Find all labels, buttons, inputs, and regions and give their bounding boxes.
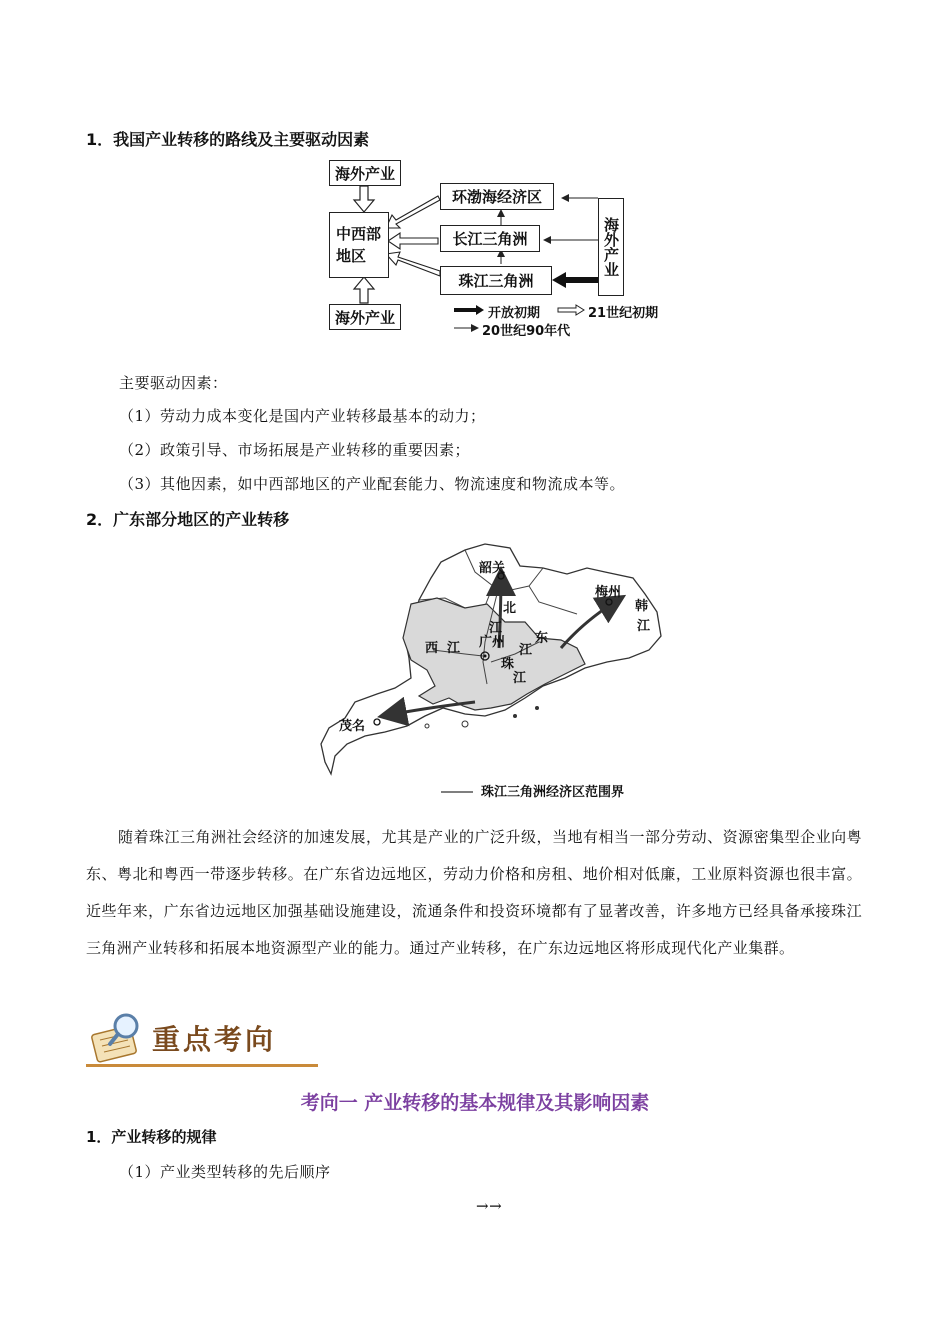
legend-90s: 20世纪90年代 [482, 324, 571, 339]
box-overseas-top: 海外产业 [329, 160, 401, 186]
rule-arrows: →→ [476, 1197, 503, 1215]
body-paragraph: 随着珠江三角洲社会经济的加速发展，尤其是产业的广泛升级，当地有相当一部分劳动、资源密集型企业向粤东、粤北和粤西一带逐步转移。在广东省边远地区，劳动力价格和房租、地价相对低廉，工业原料资源也很丰富。近些年来，广东省边远地区加强基础设施建设，流通条件和投资环境都有了显著改善，许多地方已经具备承接珠江三角洲产业转移和拓展本地资源型产业的能力。通过产业转移，在广东边远地区将形成现代化产业集群。 [86, 828, 862, 957]
label-han: 韩 [635, 599, 649, 614]
box-central-west: 中西部地区 [329, 212, 389, 278]
box-yangtze: 长江三角洲 [440, 225, 540, 252]
hollow-arrow-yangtze [388, 233, 438, 249]
section2-heading: 2．广东部分地区的产业转移 [86, 510, 290, 529]
label-meizhou: 梅州 [595, 585, 622, 600]
rule-heading: 1．产业转移的规律 [86, 1128, 217, 1146]
rule-sub: （1）产业类型转移的先后顺序 [119, 1163, 331, 1181]
box-overseas-bottom: 海外产业 [329, 304, 401, 330]
label-maoming: 茂名 [339, 719, 366, 734]
section1-heading: 1．我国产业转移的路线及主要驱动因素 [86, 130, 370, 149]
map-legend-text: 珠江三角洲经济区范围界 [481, 785, 625, 800]
label-jiang1: 江 [489, 621, 503, 636]
driver-item: （3）其他因素，如中西部地区的产业配套能力、物流速度和物流成本等。 [119, 475, 626, 493]
label-jiang2: 江 [637, 619, 651, 634]
driver-item: （2）政策引导、市场拓展是产业转移的重要因素； [119, 441, 471, 459]
key-banner [86, 1010, 318, 1068]
bold-arrow-to-pearl [552, 272, 598, 288]
box-overseas-right: 海外产业 [598, 198, 624, 296]
guangdong-map [315, 538, 675, 800]
hollow-arrow-pearl [386, 252, 440, 276]
label-shaoguan: 韶关 [479, 561, 506, 576]
driver-item: （1）劳动力成本变化是国内产业转移最基本的动力； [119, 407, 486, 425]
box-bohai: 环渤海经济区 [440, 183, 554, 210]
magnifier-notebook-icon [86, 1010, 152, 1068]
label-dong: 东 [535, 631, 549, 646]
hollow-arrow-bohai [386, 196, 440, 228]
banner-title: 重点考向 [152, 1023, 277, 1056]
hollow-arrow-down [354, 186, 374, 212]
label-guangzhou: 广州 [479, 635, 506, 650]
label-jiang3: 江 [447, 641, 461, 656]
hollow-arrow-up [354, 277, 374, 303]
drivers-intro: 主要驱动因素： [119, 374, 228, 392]
legend-open: 开放初期 [488, 306, 541, 321]
legend-hollow-arrow [558, 305, 584, 315]
label-bei: 北 [503, 601, 517, 616]
label-jiang5: 江 [513, 671, 527, 686]
label-jiang4: 江 [519, 643, 533, 658]
legend-21: 21世纪初期 [588, 306, 659, 321]
label-zhu: 珠 [501, 657, 515, 672]
transfer-diagram [326, 158, 666, 340]
label-xi: 西 [425, 641, 439, 656]
banner-underline [86, 1064, 318, 1067]
direction-title: 考向一 产业转移的基本规律及其影响因素 [300, 1092, 650, 1114]
box-pearl: 珠江三角洲 [440, 266, 552, 295]
legend-bold-arrow [454, 305, 484, 315]
